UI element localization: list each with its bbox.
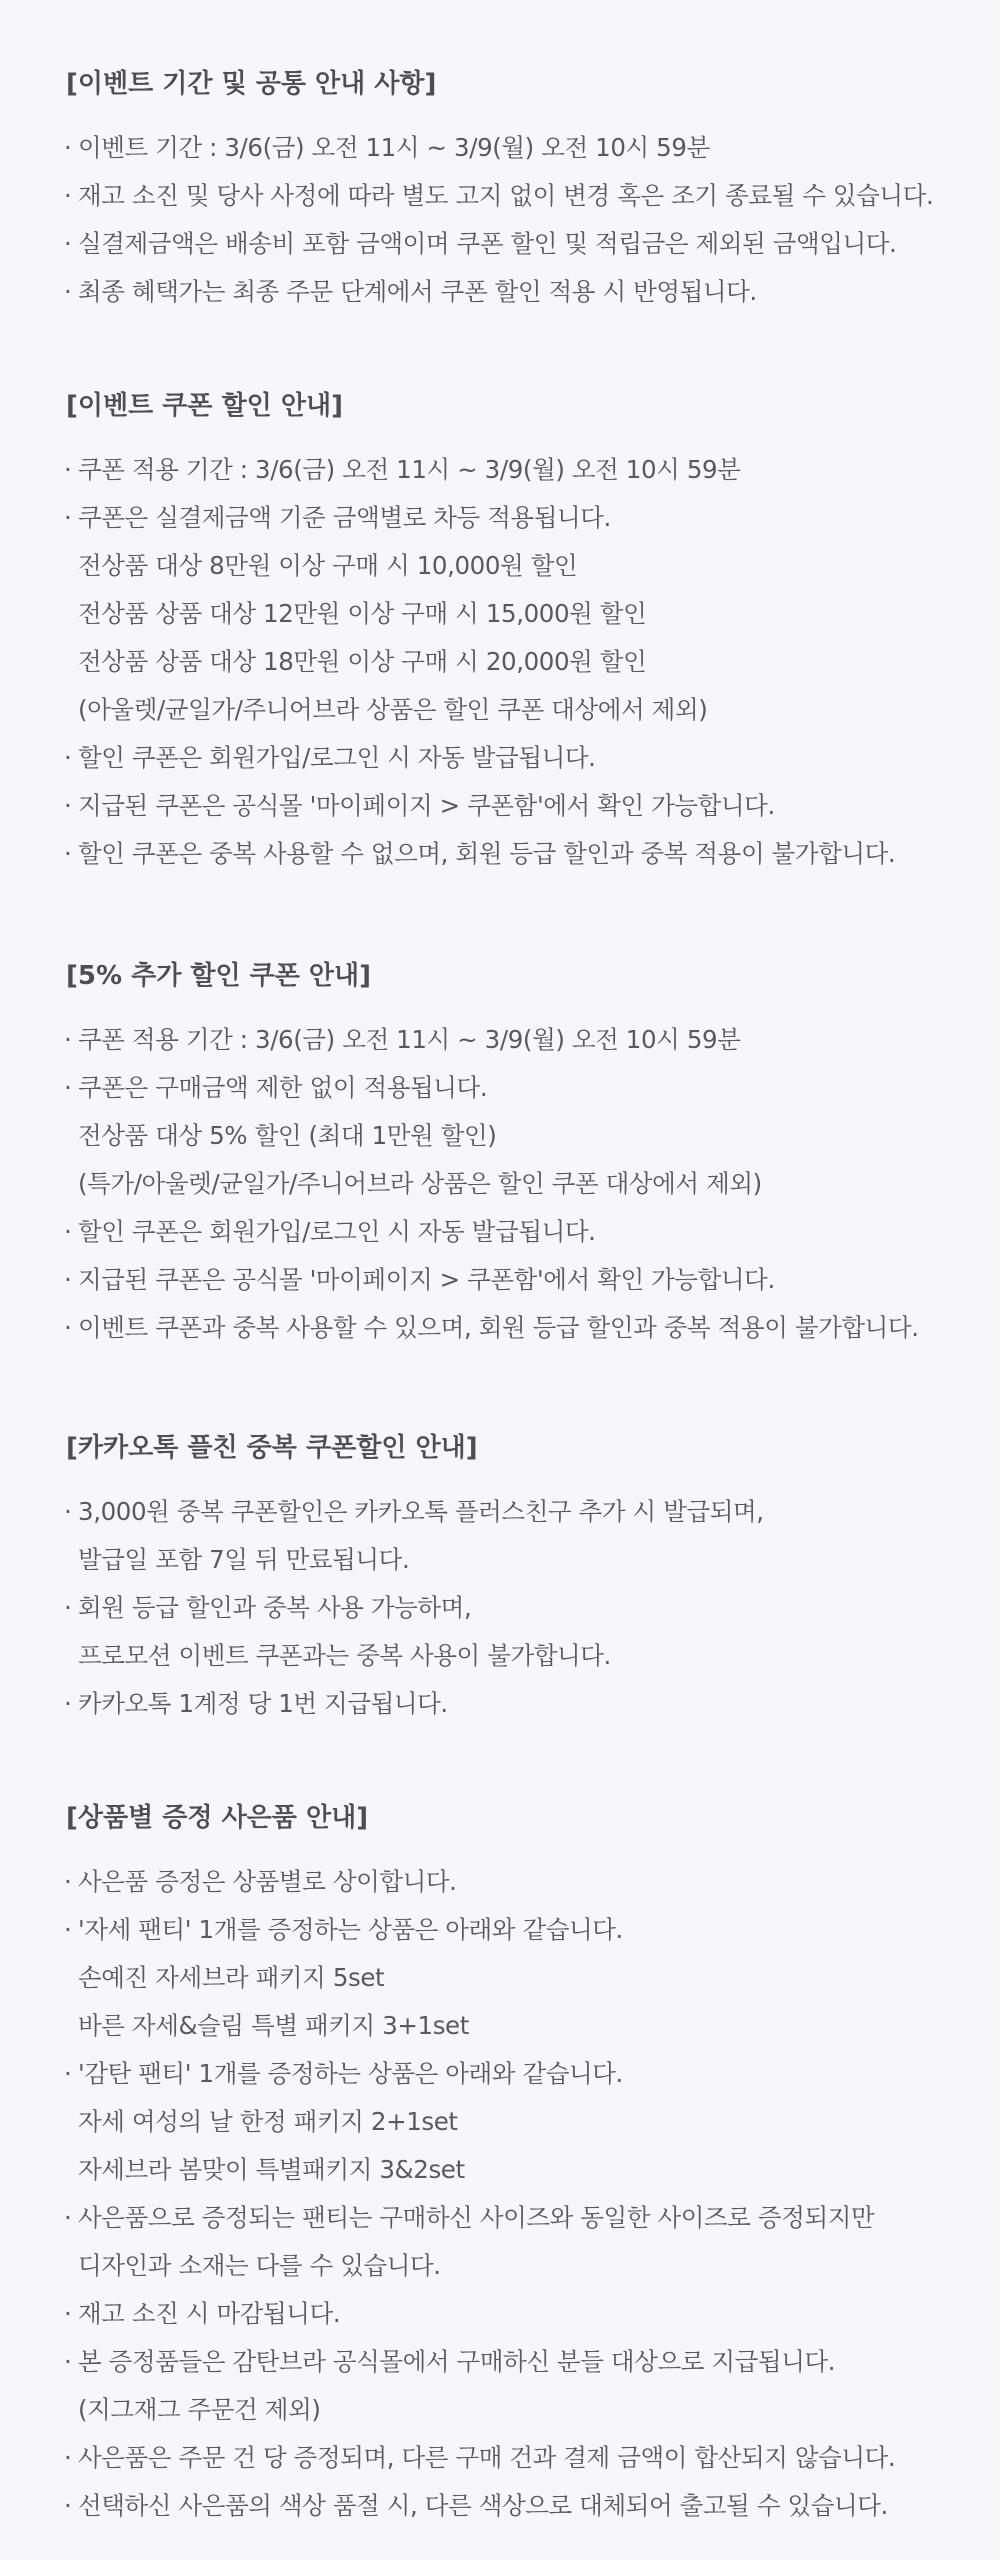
notice-line: · 쿠폰 적용 기간 : 3/6(금) 오전 11시 ~ 3/9(월) 오전 10시 59분	[66, 446, 960, 494]
section-title: [이벤트 기간 및 공통 안내 사항]	[66, 69, 437, 99]
notice-subline: (아울렛/균일가/주니어브라 상품은 할인 쿠폰 대상에서 제외)	[78, 695, 708, 724]
notice-line: · 사은품은 주문 건 당 증정되며, 다른 구매 건과 결제 금액이 합산되지 않습니다.	[66, 2434, 960, 2482]
notice-line: · 할인 쿠폰은 회원가입/로그인 시 자동 발급됩니다.	[66, 734, 960, 782]
section-gift	[66, 1798, 960, 2530]
notice-subline: 전상품 상품 대상 18만원 이상 구매 시 20,000원 할인	[78, 647, 647, 676]
section-event-coupon	[66, 386, 960, 878]
notice-line: · 이벤트 기간 : 3/6(금) 오전 11시 ~ 3/9(월) 오전 10시 59분	[66, 124, 960, 172]
notice-line: · '자세 팬티' 1개를 증정하는 상품은 아래와 같습니다.	[66, 1906, 960, 1954]
notice-line: · 카카오톡 1계정 당 1번 지급됩니다.	[66, 1680, 960, 1728]
section-title: [상품별 증정 사은품 안내]	[66, 1803, 369, 1833]
notice-line: · 이벤트 쿠폰과 중복 사용할 수 있으며, 회원 등급 할인과 중복 적용이 불가합니다.	[66, 1304, 960, 1352]
notice-line: · 최종 혜택가는 최종 주문 단계에서 쿠폰 할인 적용 시 반영됩니다.	[66, 268, 960, 316]
notice-line: · 할인 쿠폰은 회원가입/로그인 시 자동 발급됩니다.	[66, 1208, 960, 1256]
notice-subline: 자세 여성의 날 한정 패키지 2+1set	[78, 2107, 458, 2136]
notice-subline: 전상품 상품 대상 12만원 이상 구매 시 15,000원 할인	[78, 599, 647, 628]
notice-continuation: 디자인과 소재는 다를 수 있습니다.	[78, 2251, 441, 2280]
notice-continuation: 발급일 포함 7일 뒤 만료됩니다.	[78, 1545, 410, 1574]
notice-subline: 전상품 대상 8만원 이상 구매 시 10,000원 할인	[78, 551, 578, 580]
section-kakao-coupon	[66, 1428, 960, 1728]
notice-line: · 재고 소진 시 마감됩니다.	[66, 2290, 960, 2338]
notice-line: · 재고 소진 및 당사 사정에 따라 별도 고지 없이 변경 혹은 조기 종료될 수 있습니다.	[66, 172, 960, 220]
notice-continuation: (지그재그 주문건 제외)	[78, 2395, 321, 2424]
notice-continuation: 프로모션 이벤트 쿠폰과는 중복 사용이 불가합니다.	[78, 1641, 611, 1670]
section-title: [이벤트 쿠폰 할인 안내]	[66, 391, 343, 421]
section-5pct-coupon	[66, 956, 960, 1352]
notice-line: · 3,000원 중복 쿠폰할인은 카카오톡 플러스친구 추가 시 발급되며,	[66, 1488, 960, 1536]
notice-line: · 실결제금액은 배송비 포함 금액이며 쿠폰 할인 및 적립금은 제외된 금액입니다.	[66, 220, 960, 268]
notice-line: · 쿠폰 적용 기간 : 3/6(금) 오전 11시 ~ 3/9(월) 오전 10시 59분	[66, 1016, 960, 1064]
notice-line: · 지급된 쿠폰은 공식몰 '마이페이지 > 쿠폰함'에서 확인 가능합니다.	[66, 782, 960, 830]
section-event-period	[66, 64, 960, 316]
notice-line: · 지급된 쿠폰은 공식몰 '마이페이지 > 쿠폰함'에서 확인 가능합니다.	[66, 1256, 960, 1304]
notice-subline: 자세브라 봄맞이 특별패키지 3&2set	[78, 2155, 465, 2184]
notice-subline: 바른 자세&슬림 특별 패키지 3+1set	[78, 2011, 469, 2040]
notice-line: · 선택하신 사은품의 색상 품절 시, 다른 색상으로 대체되어 출고될 수 있습니다.	[66, 2482, 960, 2530]
notice-line: · 사은품으로 증정되는 팬티는 구매하신 사이즈와 동일한 사이즈로 증정되지만	[66, 2194, 960, 2242]
notice-subline: 손예진 자세브라 패키지 5set	[78, 1963, 385, 1992]
section-title: [5% 추가 할인 쿠폰 안내]	[66, 961, 372, 991]
notice-line: · 본 증정품들은 감탄브라 공식몰에서 구매하신 분들 대상으로 지급됩니다.	[66, 2338, 960, 2386]
notice-line: · 회원 등급 할인과 중복 사용 가능하며,	[66, 1584, 960, 1632]
notice-line: · 사은품 증정은 상품별로 상이합니다.	[66, 1858, 960, 1906]
notice-subline: (특가/아울렛/균일가/주니어브라 상품은 할인 쿠폰 대상에서 제외)	[78, 1169, 762, 1198]
notice-subline: 전상품 대상 5% 할인 (최대 1만원 할인)	[78, 1121, 497, 1150]
notice-line: · 할인 쿠폰은 중복 사용할 수 없으며, 회원 등급 할인과 중복 적용이 불가합니다.	[66, 830, 960, 878]
section-title: [카카오톡 플친 중복 쿠폰할인 안내]	[66, 1433, 478, 1463]
notice-line: · 쿠폰은 실결제금액 기준 금액별로 차등 적용됩니다.	[66, 494, 960, 542]
notice-line: · 쿠폰은 구매금액 제한 없이 적용됩니다.	[66, 1064, 960, 1112]
notice-line: · '감탄 팬티' 1개를 증정하는 상품은 아래와 같습니다.	[66, 2050, 960, 2098]
